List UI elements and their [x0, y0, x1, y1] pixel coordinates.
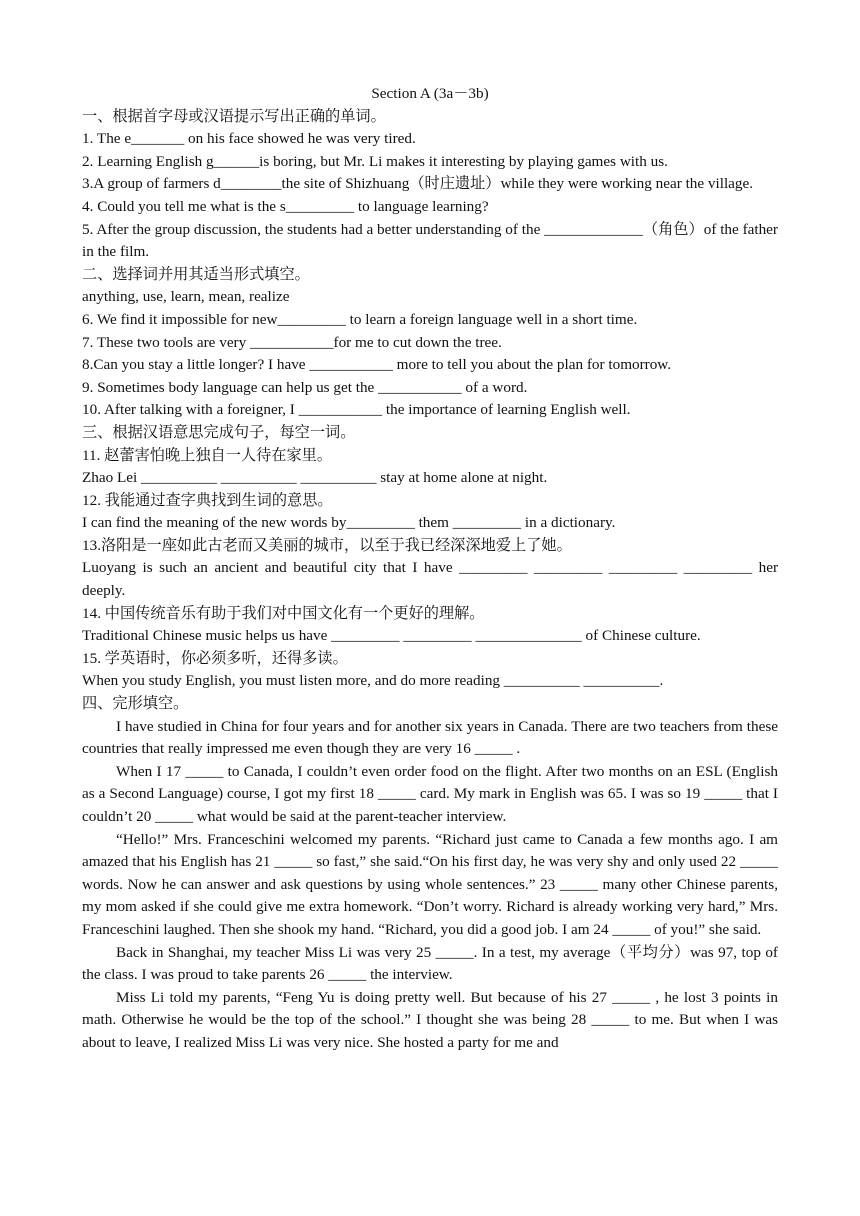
- question-2: 2. Learning English g______is boring, but Mr. Li makes it interesting by playing games with us.: [82, 152, 668, 170]
- cloze-paragraph-5: Miss Li told my parents, “Feng Yu is doing pretty well. But because of his 27 _____ , he lost 3 points in math. Otherwise he would be the top of the school.” I thought she was being 28 _____ to me. But when I was about to leave, I realized Miss Li was very nice. She hosted a party for me and: [82, 988, 778, 1051]
- question-15-english: When you study English, you must listen more, and do more reading __________ __________.: [82, 672, 664, 690]
- section-2-heading: 二、选择词并用其适当形式填空。: [82, 265, 310, 283]
- page-title: Section A (3a－3b): [371, 85, 489, 102]
- question-11-english: Zhao Lei __________ __________ __________ stay at home alone at night.: [82, 469, 548, 487]
- question-1: 1. The e_______ on his face showed he was very tired.: [82, 130, 416, 148]
- question-13-english: Luoyang is such an ancient and beautiful city that I have _________ _________ _________ _________ her deeply.: [82, 559, 778, 600]
- question-11-chinese: 11. 赵蕾害怕晚上独自一人待在家里。: [82, 446, 333, 464]
- question-4: 4. Could you tell me what is the s_________ to language learning?: [82, 197, 489, 215]
- question-9: 9. Sometimes body language can help us get the ___________ of a word.: [82, 378, 528, 396]
- word-bank: anything, use, learn, mean, realize: [82, 288, 290, 306]
- question-14-english: Traditional Chinese music helps us have _________ _________ ______________ of Chinese culture.: [82, 627, 701, 645]
- question-3: 3.A group of farmers d________the site of Shizhuang（时庄遗址）while they were working near the village.: [82, 175, 754, 193]
- cloze-paragraph-2: When I 17 _____ to Canada, I couldn’t even order food on the flight. After two months on an ESL (English as a Second Language) course, I got my first 18 _____ card. My mark in English was 65. I was so 19 _____ that I couldn’t 20 _____ what would be said at the parent-teacher interview.: [82, 762, 778, 825]
- question-14-chinese: 14. 中国传统音乐有助于我们对中国文化有一个更好的理解。: [82, 604, 485, 622]
- question-13-chinese: 13.洛阳是一座如此古老而又美丽的城市，以至于我已经深深地爱上了她。: [82, 536, 572, 554]
- section-1-heading: 一、根据首字母或汉语提示写出正确的单词。: [82, 107, 386, 125]
- question-12-chinese: 12. 我能通过查字典找到生词的意思。: [82, 491, 333, 509]
- cloze-paragraph-1: I have studied in China for four years and for another six years in Canada. There are two teachers from these countries that really impressed me even though they are very 16 _____ .: [82, 717, 778, 758]
- cloze-paragraph-4: Back in Shanghai, my teacher Miss Li was very 25 _____. In a test, my average（平均分）was 97, top of the class. I was proud to take parents 26 _____ the interview.: [82, 943, 778, 984]
- cloze-paragraph-3: “Hello!” Mrs. Franceschini welcomed my parents. “Richard just came to Canada a few months ago. I am amazed that his English has 21 _____ so fast,” she said.“On his first day, he was very shy and only used 22 _____ words. Now he can answer and ask questions by using whole sentences.” 23 _____ many other Chinese parents, my mom asked if she could give me extra homework. “Don’t worry. Richard is already working very hard,” Mrs. Franceschini laughed. Then she shook my hand. “Richard, you did a good job. I am 24 _____ of you!” she said.: [82, 830, 778, 938]
- question-10: 10. After talking with a foreigner, I ___________ the importance of learning English well.: [82, 401, 631, 419]
- section-3-heading: 三、根据汉语意思完成句子，每空一词。: [82, 423, 356, 441]
- question-6: 6. We find it impossible for new_________ to learn a foreign language well in a short time.: [82, 310, 638, 328]
- question-8: 8.Can you stay a little longer? I have ___________ more to tell you about the plan for tomorrow.: [82, 356, 672, 374]
- question-12-english: I can find the meaning of the new words by_________ them _________ in a dictionary.: [82, 514, 616, 532]
- question-7: 7. These two tools are very ___________for me to cut down the tree.: [82, 333, 502, 351]
- question-5: 5. After the group discussion, the students had a better understanding of the _____________（角色）of the father in the film.: [82, 220, 778, 261]
- question-15-chinese: 15. 学英语时，你必须多听，还得多读。: [82, 649, 348, 667]
- section-4-heading: 四、完形填空。: [82, 695, 189, 713]
